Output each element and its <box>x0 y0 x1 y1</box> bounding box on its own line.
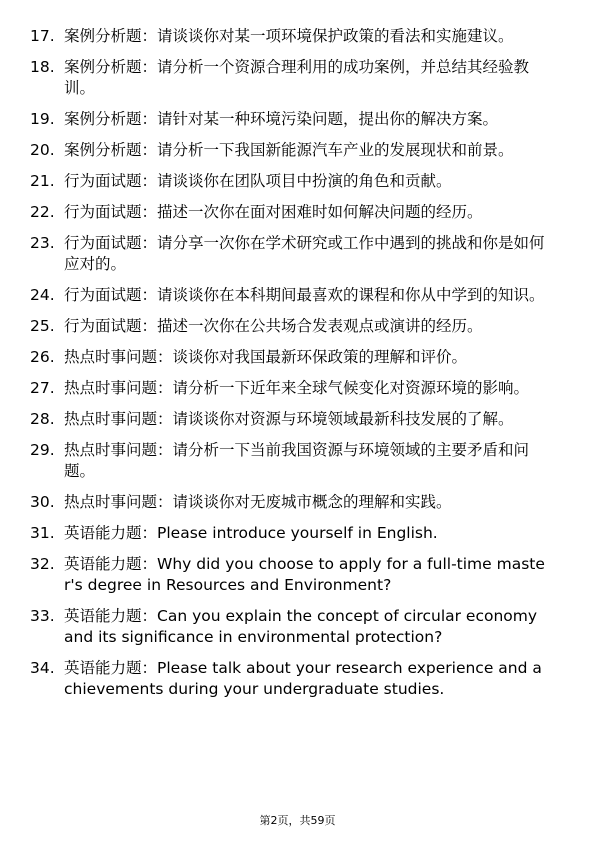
question-category: 英语能力题 <box>64 555 142 573</box>
question-item <box>30 171 550 192</box>
question-item <box>30 440 550 482</box>
question-body <box>64 523 550 544</box>
question-text: 请针对某一种环境污染问题，提出你的解决方案。 <box>157 110 499 128</box>
question-number: 29. <box>30 441 55 459</box>
question-category: 案例分析题 <box>64 58 142 76</box>
question-separator: ： <box>141 141 158 159</box>
question-text: 请谈谈你对无废城市概念的理解和实践。 <box>172 493 452 511</box>
question-body <box>64 606 550 648</box>
question-item <box>30 523 550 544</box>
question-number: 17. <box>30 27 55 45</box>
question-item <box>30 409 550 430</box>
question-body <box>64 57 550 99</box>
question-body <box>64 171 550 192</box>
question-number: 20. <box>30 141 55 159</box>
question-number: 28. <box>30 410 55 428</box>
question-text: Please talk about your research experience and achievements during your undergraduate studies. <box>64 659 542 698</box>
question-category: 案例分析题 <box>64 27 142 45</box>
question-text: Please introduce yourself in English. <box>157 524 438 542</box>
question-item <box>30 26 550 47</box>
question-separator: ： <box>141 607 158 625</box>
question-text: 请谈谈你对资源与环境领域最新科技发展的了解。 <box>172 410 514 428</box>
question-item <box>30 57 550 99</box>
question-text: 请分析一下近年来全球气候变化对资源环境的影响。 <box>172 379 530 397</box>
question-body <box>64 109 550 130</box>
question-body <box>64 347 550 368</box>
question-item <box>30 658 550 700</box>
question-text: 描述一次你在面对困难时如何解决问题的经历。 <box>157 203 483 221</box>
question-separator: ： <box>157 410 173 428</box>
question-body <box>64 554 550 596</box>
question-body <box>64 140 550 161</box>
question-category: 热点时事问题 <box>64 379 158 397</box>
question-number: 19. <box>30 110 55 128</box>
question-number: 34. <box>30 659 55 677</box>
question-separator: ： <box>141 286 158 304</box>
question-separator: ： <box>141 172 158 190</box>
question-number: 21. <box>30 172 55 190</box>
question-item <box>30 140 550 161</box>
question-number: 31. <box>30 524 55 542</box>
question-separator: ： <box>141 110 158 128</box>
question-body <box>64 378 550 399</box>
question-separator: ： <box>141 58 158 76</box>
question-body <box>64 440 550 482</box>
question-item <box>30 202 550 223</box>
question-item <box>30 606 550 648</box>
question-separator: ： <box>157 441 173 459</box>
question-number: 22. <box>30 203 55 221</box>
question-category: 案例分析题 <box>64 141 142 159</box>
question-body <box>64 26 550 47</box>
question-body <box>64 409 550 430</box>
question-text: 请分析一下我国新能源汽车产业的发展现状和前景。 <box>157 141 514 159</box>
question-category: 行为面试题 <box>64 317 142 335</box>
question-category: 案例分析题 <box>64 110 142 128</box>
question-body <box>64 233 550 275</box>
question-category: 行为面试题 <box>64 234 142 252</box>
page-footer <box>0 814 595 828</box>
question-body <box>64 658 550 700</box>
question-category: 热点时事问题 <box>64 410 158 428</box>
question-number: 18. <box>30 58 55 76</box>
question-category: 英语能力题 <box>64 659 142 677</box>
question-separator: ： <box>141 203 158 221</box>
question-text: 谈谈你对我国最新环保政策的理解和评价。 <box>172 348 468 366</box>
question-text: 请分享一次你在学术研究或工作中遇到的挑战和你是如何应对的。 <box>64 234 545 273</box>
question-number: 27. <box>30 379 55 397</box>
question-body <box>64 316 550 337</box>
question-text: Can you explain the concept of circular economy and its significance in environmental protection? <box>64 607 538 646</box>
question-separator: ： <box>141 524 158 542</box>
question-text: 请谈谈你对某一项环境保护政策的看法和实施建议。 <box>157 27 514 45</box>
question-category: 行为面试题 <box>64 203 142 221</box>
question-item <box>30 378 550 399</box>
question-category: 热点时事问题 <box>64 441 158 459</box>
question-separator: ： <box>157 348 173 366</box>
question-item <box>30 233 550 275</box>
question-number: 26. <box>30 348 55 366</box>
question-number: 25. <box>30 317 55 335</box>
question-text: 请谈谈你在团队项目中扮演的角色和贡献。 <box>157 172 452 190</box>
question-separator: ： <box>157 493 173 511</box>
question-text: 请分析一下当前我国资源与环境领域的主要矛盾和问题。 <box>64 441 530 480</box>
question-item <box>30 285 550 306</box>
question-number: 32. <box>30 555 55 573</box>
question-text: Why did you choose to apply for a full-time master's degree in Resources and Environment? <box>64 555 545 594</box>
question-separator: ： <box>157 379 173 397</box>
question-category: 英语能力题 <box>64 524 142 542</box>
question-separator: ： <box>141 317 158 335</box>
question-category: 英语能力题 <box>64 607 142 625</box>
question-separator: ： <box>141 555 158 573</box>
question-text: 请分析一个资源合理利用的成功案例，并总结其经验教训。 <box>64 58 530 97</box>
question-text: 描述一次你在公共场合发表观点或演讲的经历。 <box>157 317 483 335</box>
question-separator: ： <box>141 659 158 677</box>
question-body <box>64 202 550 223</box>
question-separator: ： <box>141 234 158 252</box>
question-item <box>30 347 550 368</box>
question-category: 热点时事问题 <box>64 493 158 511</box>
question-number: 23. <box>30 234 55 252</box>
question-item <box>30 492 550 513</box>
question-number: 24. <box>30 286 55 304</box>
question-text: 请谈谈你在本科期间最喜欢的课程和你从中学到的知识。 <box>157 286 545 304</box>
question-body <box>64 285 550 306</box>
question-category: 行为面试题 <box>64 172 142 190</box>
question-separator: ： <box>141 27 158 45</box>
question-body <box>64 492 550 513</box>
question-list <box>30 26 550 710</box>
question-number: 30. <box>30 493 55 511</box>
question-category: 行为面试题 <box>64 286 142 304</box>
question-item <box>30 554 550 596</box>
question-item <box>30 109 550 130</box>
question-item <box>30 316 550 337</box>
page-number: 第2页，共59页 <box>259 814 336 827</box>
question-number: 33. <box>30 607 55 625</box>
question-category: 热点时事问题 <box>64 348 158 366</box>
